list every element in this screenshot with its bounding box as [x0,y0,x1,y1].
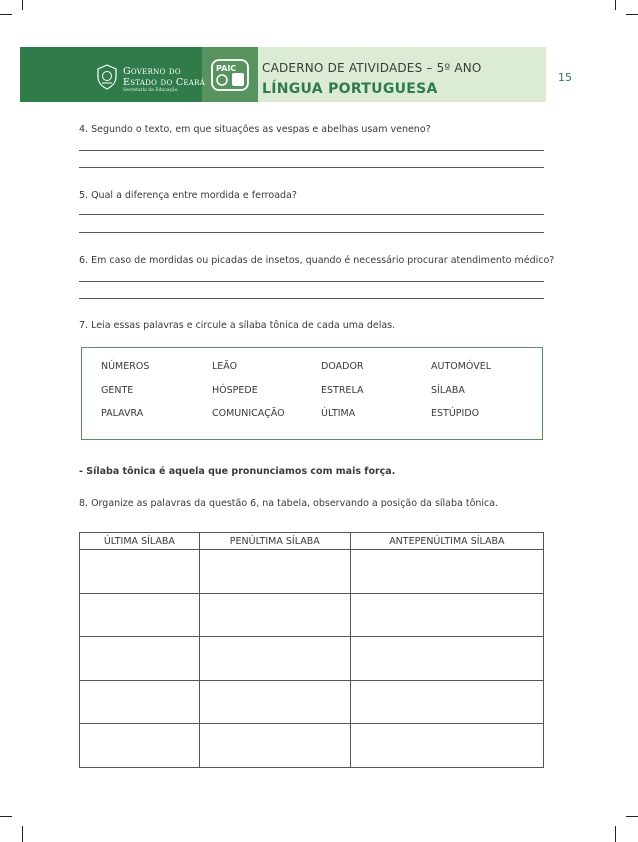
question-6: 6. Em caso de mordidas ou picadas de insetos, quando é necessário procurar atendimento médico? [79,255,555,266]
table-cell[interactable] [350,680,543,724]
government-line-2: Estado do Ceará [123,77,206,88]
table-cell[interactable] [80,637,200,681]
table-cell[interactable] [350,637,543,681]
table-row [80,724,544,768]
government-line-1: Governo do [123,66,181,77]
word-item[interactable]: DOADOR [321,361,364,372]
table-header-row [80,533,544,550]
word-item[interactable]: ESTÚPIDO [431,408,480,419]
question-5: 5. Qual a diferença entre mordida e ferroada? [79,190,297,201]
crop-mark [615,826,616,842]
word-item[interactable]: ÚLTIMA [321,408,356,419]
table-cell[interactable] [199,724,350,768]
word-item[interactable]: LEÃO [212,361,238,372]
table-cell[interactable] [199,550,350,594]
header-ultima: ÚLTIMA SÍLABA [80,533,200,550]
paic-badge-icon [210,58,250,92]
header-antepenultima: ANTEPENÚLTIMA SÍLABA [350,533,543,550]
word-item[interactable]: NÚMEROS [101,361,150,372]
table-cell[interactable] [80,550,200,594]
crop-mark [626,14,638,15]
syllable-table [79,532,544,768]
table-cell[interactable] [350,593,543,637]
crop-mark [0,14,12,15]
badge-label: PAIC [216,64,237,73]
table-cell[interactable] [80,593,200,637]
table-row [80,550,544,594]
word-item[interactable]: HÓSPEDE [212,385,258,396]
crop-mark [615,0,616,10]
table-row [80,637,544,681]
word-item[interactable]: ESTRELA [321,385,364,396]
word-item[interactable]: GENTE [101,385,134,396]
answer-line[interactable] [79,167,544,168]
state-crest-icon [96,64,118,90]
table-cell[interactable] [199,593,350,637]
word-item[interactable]: COMUNICAÇÃO [212,408,285,419]
page-number: 15 [558,71,572,84]
crop-mark [0,816,12,817]
crop-mark [626,816,638,817]
crop-mark [22,826,23,842]
table-row [80,593,544,637]
answer-line[interactable] [79,281,544,282]
table-cell[interactable] [350,724,543,768]
header-penultima: PENÚLTIMA SÍLABA [199,533,350,550]
table-cell[interactable] [80,680,200,724]
word-box [81,347,543,440]
answer-line[interactable] [79,214,544,215]
table-row [80,680,544,724]
table-cell[interactable] [80,724,200,768]
table-cell[interactable] [199,637,350,681]
word-item[interactable]: PALAVRA [101,408,144,419]
word-item[interactable]: AUTOMÓVEL [431,361,492,372]
table-cell[interactable] [199,680,350,724]
table-cell[interactable] [350,550,543,594]
government-logo-text [123,66,205,94]
crop-mark [22,0,23,10]
workbook-title: CADERNO DE ATIVIDADES – 5º ANO [262,61,482,75]
stressed-syllable-note: - Sílaba tônica é aquela que pronunciamos com mais força. [79,466,396,477]
word-item[interactable]: SÍLABA [431,385,465,396]
subject-title: LÍNGUA PORTUGUESA [262,81,438,97]
question-8: 8. Organize as palavras da questão 6, na tabela, observando a posição da sílaba tônica. [79,498,499,509]
question-4: 4. Segundo o texto, em que situações as vespas e abelhas usam veneno? [79,124,431,135]
answer-line[interactable] [79,298,544,299]
question-7: 7. Leia essas palavras e circule a sílaba tônica de cada uma delas. [79,320,396,331]
government-sub: Secretaria da Educação [123,88,178,93]
answer-line[interactable] [79,232,544,233]
answer-line[interactable] [79,150,544,151]
